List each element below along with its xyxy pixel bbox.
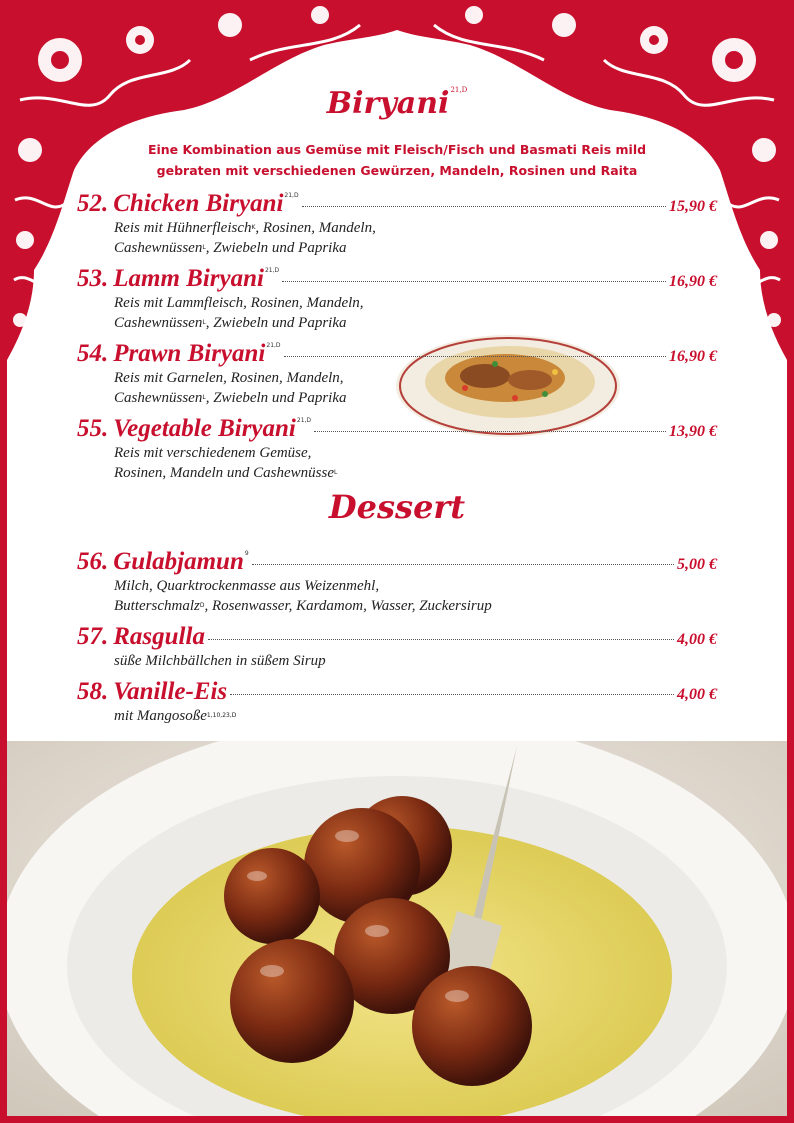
- item-price: 16,90 €: [669, 348, 717, 365]
- item-number: 55.: [77, 415, 109, 442]
- item-price: 4,00 €: [677, 631, 717, 648]
- item-description: Reis mit Garnelen, Rosinen, Mandeln, Cashewnüssen$^L$, Zwiebeln und Paprika: [114, 370, 347, 406]
- item-description: Reis mit Lammfleisch, Rosinen, Mandeln, Cashewnüssen$^L$, Zwiebeln und Paprika: [114, 295, 364, 331]
- biryani-intro: Eine Kombination aus Gemüse mit Fleisch/Fisch und Basmati Reis mild gebraten mit verschiedenen Gewürzen, Mandeln, Rosinen und Raita: [147, 142, 647, 178]
- item-description: Reis mit Hühnerfleisch$^K$, Rosinen, Mandeln, Cashewnüssen$^L$, Zwiebeln und Paprika: [114, 220, 376, 256]
- item-description: Reis mit verschiedenem Gemüse, Rosinen, Mandeln und Cashewnüsse$^L$: [114, 445, 338, 481]
- leader-dots: [282, 281, 666, 282]
- item-number: 56.: [77, 548, 109, 575]
- leader-dots: [208, 639, 674, 640]
- menu-item-56: 56. Gulabjamun 9 5,00 € Milch, Quarktrockenmasse aus Weizenmehl, Butterschmalz$^D$, Rosenwasser, Kardamom, Wasser, Zuckersirup: [77, 548, 717, 614]
- item-price: 13,90 €: [669, 423, 717, 440]
- item-number: 58.: [77, 678, 109, 705]
- item-number: 53.: [77, 265, 109, 292]
- item-description: süße Milchbällchen in süßem Sirup: [114, 653, 326, 669]
- menu-item-58: [77, 678, 717, 726]
- item-name: Chicken Biryani: [113, 190, 284, 217]
- item-name: Prawn Biryani: [113, 340, 266, 367]
- item-name: Vegetable Biryani: [113, 415, 296, 442]
- item-price: 4,00 €: [677, 686, 717, 703]
- item-name: Gulabjamun: [113, 548, 244, 575]
- leader-dots: [252, 564, 674, 565]
- menu-item-54: 54. Prawn Biryani 21,D 16,90 € Reis mit Garnelen, Rosinen, Mandeln, Cashewnüssen$^L$, Zwiebeln und Paprika: [77, 340, 717, 406]
- item-number: 52.: [77, 190, 109, 217]
- menu-item-57: [77, 623, 717, 671]
- item-price: 16,90 €: [669, 273, 717, 290]
- menu-item-55: 55. Vegetable Biryani 21,D 13,90 € Reis mit verschiedenem Gemüse, Rosinen, Mandeln und Cashewnüsse$^L$: [77, 415, 717, 481]
- leader-dots: [314, 431, 666, 432]
- item-name: Vanille-Eis: [113, 678, 228, 705]
- leader-dots: [230, 694, 674, 695]
- leader-dots: [284, 356, 666, 357]
- item-name: Lamm Biryani: [113, 265, 264, 292]
- item-number: 57.: [77, 623, 109, 650]
- item-description: Milch, Quarktrockenmasse aus Weizenmehl, Butterschmalz$^D$, Rosenwasser, Kardamom, Wasser, Zuckersirup: [114, 578, 492, 614]
- item-price: 5,00 €: [677, 556, 717, 573]
- menu-item-52: 52. Chicken Biryani 21,D 15,90 € Reis mit Hühnerfleisch$^K$, Rosinen, Mandeln, Cashewnüssen$^L$, Zwiebeln und Paprika: [77, 190, 717, 256]
- item-description: mit Mangosoße$^{1,10,23,D}$: [114, 708, 237, 724]
- item-price: 15,90 €: [669, 198, 717, 215]
- section-title-biryani: Biryani$^{21,D}$: [326, 86, 468, 121]
- leader-dots: [302, 206, 666, 207]
- item-number: 54.: [77, 340, 109, 367]
- menu-item-53: 53. Lamm Biryani 21,D 16,90 € Reis mit Lammfleisch, Rosinen, Mandeln, Cashewnüssen$^L$, Zwiebeln und Paprika: [77, 265, 717, 331]
- gulab-jamun-bowl-photo: [7, 741, 787, 1116]
- item-name: Rasgulla: [113, 623, 205, 650]
- section-title-dessert: Dessert: [328, 488, 466, 526]
